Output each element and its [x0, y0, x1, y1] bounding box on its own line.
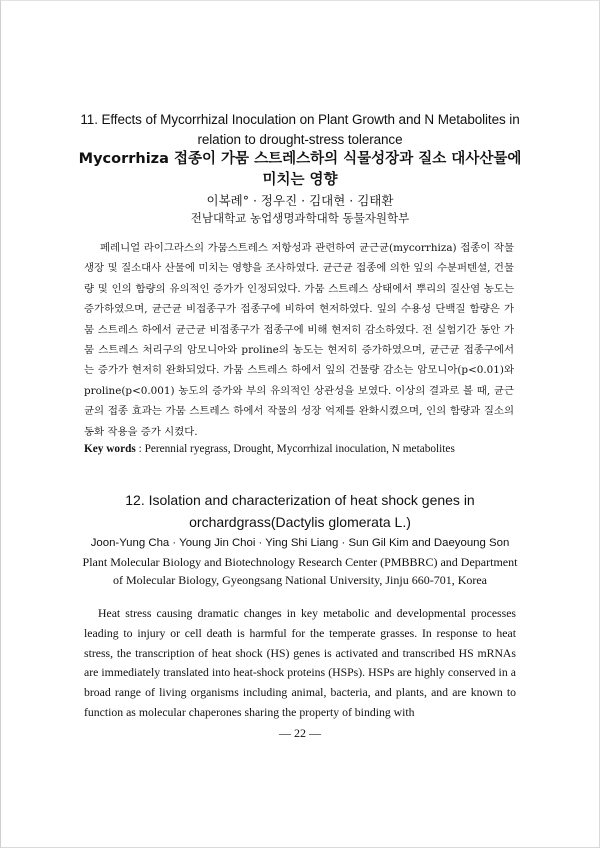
keywords-text: : Perennial ryegrass, Drought, Mycorrhizal inoculation, N metabolites	[138, 443, 455, 455]
article2-title-line2: orchardgrass(Dactylis glomerata L.)	[189, 514, 411, 530]
article2-authors: Joon-Yung Cha · Young Jin Choi · Ying Shi Liang · Sun Gil Kim and Daeyoung Son	[90, 537, 510, 549]
article2-affiliation-line1: Plant Molecular Biology and Biotechnology Research Center (PMBBRC) and Department	[82, 555, 518, 569]
article1-title-en-line1: 11. Effects of Mycorrhizal Inoculation on Plant Growth and N Metabolites in	[80, 112, 520, 127]
article2-abstract: Heat stress causing dramatic changes in key metabolic and developmental processes leading to injury or cell death is harmful for the temperate grasses. In response to heat stress, the transcription of heat shock (HS) genes is activated and transcribed HS mRNAs are immediately translated into heat-shock proteins (HSPs). HSPs are highly conserved in a broad range of living organisms including animal, bacteria, and plants, and are known to function as molecular chaperones sharing the property of binding with	[84, 607, 516, 719]
article1-affiliation: 전남대학교 농업생명과학대학 동물자원학부	[190, 211, 410, 225]
article1-abstract: 페레니얼 라이그라스의 가뭄스트레스 저항성과 관련하여 균근균(mycorrhiza) 접종이 작물생장 및 질소대사 산물에 미치는 영향을 조사하였다. 균근균 접종에 의한 잎의 수분퍼텐셜, 건물량 및 인의 함량의 유의적인 증가가 인정되었다. 가뭄 스트레스 상태에서 뿌리의 질산염 농도는 증가하였으며, 균근균 비접종구가 접종구에 비하여 현저하였다. 잎의 수용성 단백질 함량은 가뭄 스트레스 하에서 균근균 비접종구가 접종구에 비해 현저히 감소하였다. 전 실험기간 동안 가뭄 스트레스 처리구의 암모니아와 proline의 농도는 현저히 증가하였으며, 균근균 접종구에서는 증가가 현저히 완화되었다. 가뭄 스트레스 하에서 잎의 건물량 감소는 암모니아(p<0.01)와 proline(p<0.001) 농도의 증가와 부의 유의적인 상관성을 보였다. 이상의 결과로 볼 때, 균근균의 접종 효과는 가뭄 스트레스 하에서 작물의 성장 억제를 완화시켰으며, 인의 함량과 질소의 동화 작용을 증가 시켰다.	[84, 242, 514, 438]
article2-title-line1: 12. Isolation and characterization of heat shock genes in	[125, 492, 475, 508]
article1-title-ko-line2: 미치는 영향	[262, 172, 338, 188]
page-number: — 22 —	[279, 726, 321, 740]
article1-keywords	[84, 441, 524, 457]
article1-title-ko-line1: Mycorrhiza 접종이 가뭄 스트레스하의 식물성장과 질소 대사산물에	[78, 151, 522, 167]
article1-title-en-line2: relation to drought-stress tolerance	[197, 132, 403, 147]
keywords-label: Key words	[84, 443, 136, 455]
article1-authors: 이복례° · 정우진 · 김대현 · 김태환	[206, 193, 394, 208]
article2-affiliation-line2: of Molecular Biology, Gyeongsang National University, Jinju 660-701, Korea	[112, 573, 488, 587]
